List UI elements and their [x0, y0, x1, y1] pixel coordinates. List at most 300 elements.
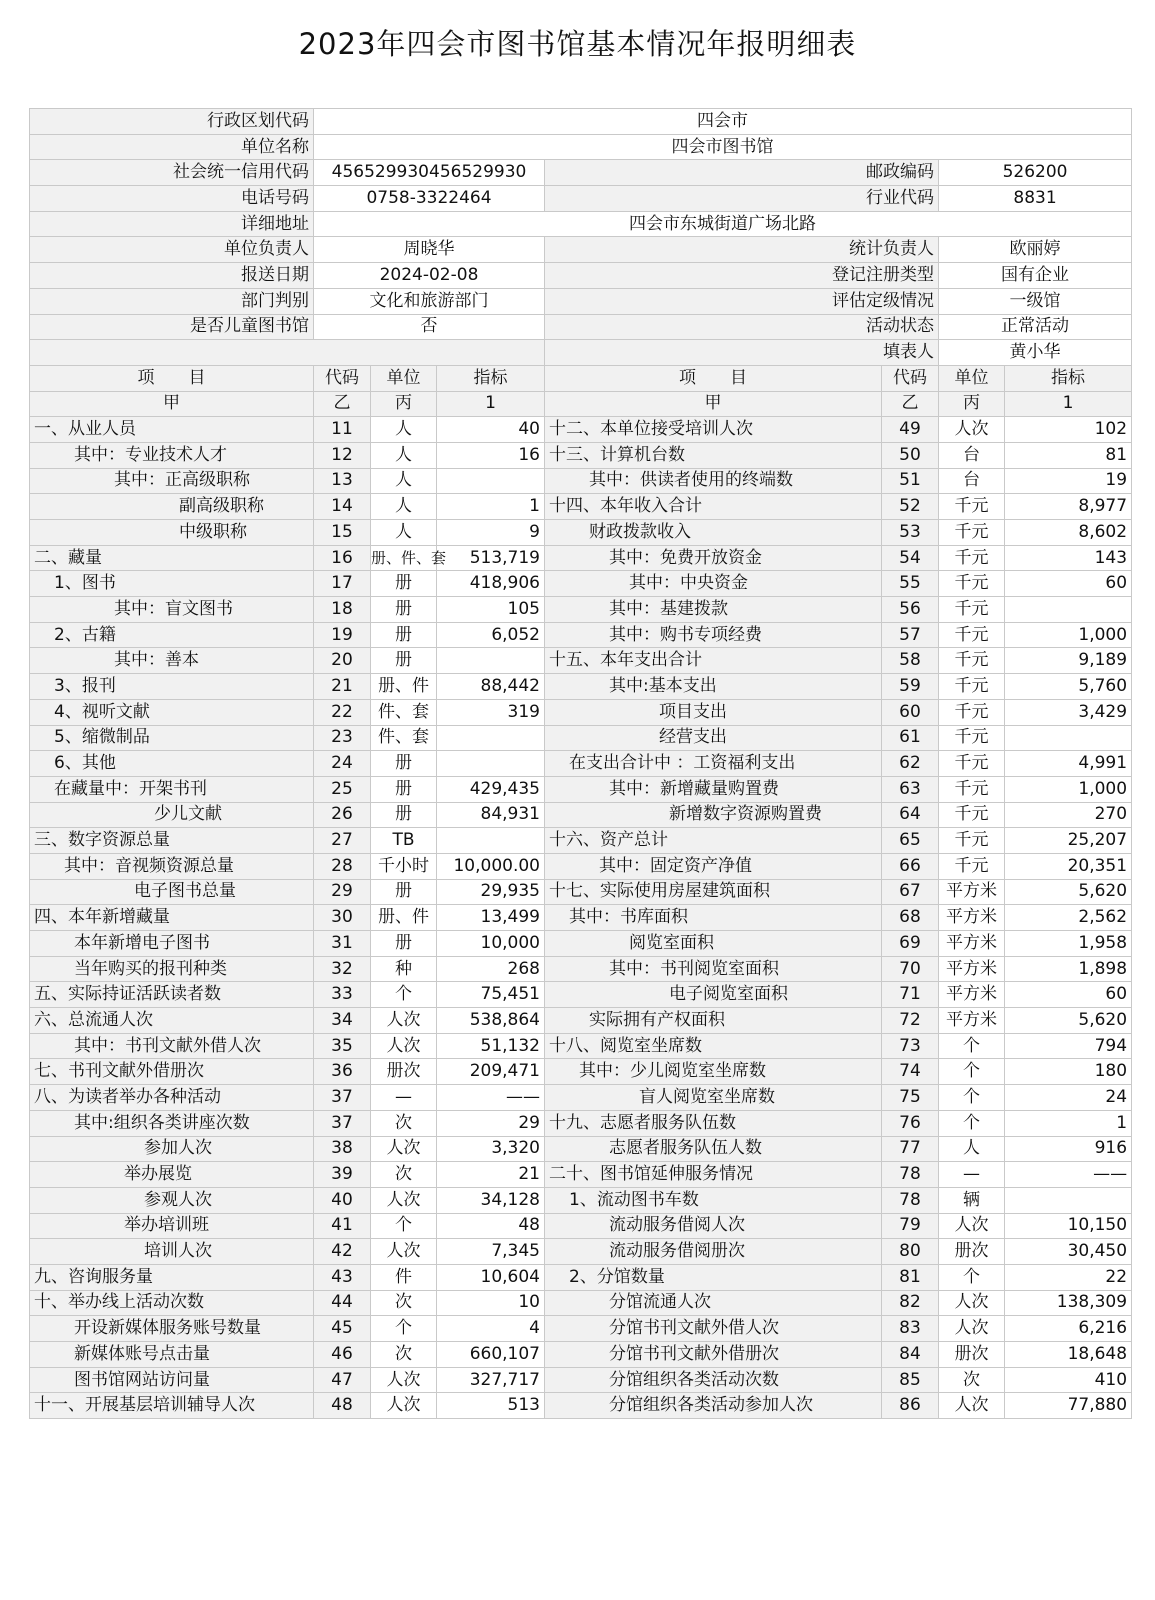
item-name-right: 在支出合计中 ：工资福利支出 [545, 751, 882, 777]
item-name-right: 十五、本年支出合计 [545, 648, 882, 674]
subheader-yi-left: 乙 [314, 391, 371, 417]
table-row [30, 699, 1132, 725]
item-name-right: 分馆组织各类活动次数 [545, 1367, 882, 1393]
item-unit-right: 千元 [939, 828, 1005, 854]
header-code-right: 代码 [882, 365, 939, 391]
item-unit-right: 千元 [939, 776, 1005, 802]
item-code-left: 40 [314, 1187, 371, 1213]
item-code-right: 84 [882, 1342, 939, 1368]
item-value-right: 24 [1005, 1085, 1132, 1111]
item-unit-left: 人次 [371, 1008, 437, 1034]
reg-type-label: 登记注册类型 [545, 263, 939, 289]
status-value: 正常活动 [939, 314, 1132, 340]
item-unit-right: 平方米 [939, 956, 1005, 982]
item-code-right: 86 [882, 1393, 939, 1419]
table-row [30, 1085, 1132, 1111]
item-value-right: 5,760 [1005, 674, 1132, 700]
item-value-right: 8,602 [1005, 520, 1132, 546]
item-code-right: 58 [882, 648, 939, 674]
item-code-right: 70 [882, 956, 939, 982]
item-code-right: 55 [882, 571, 939, 597]
item-name-right: 盲人阅览室坐席数 [545, 1085, 882, 1111]
item-name-right: 其中：购书专项经费 [545, 622, 882, 648]
item-name-left: 其中：专业技术人才 [30, 442, 314, 468]
item-code-left: 36 [314, 1059, 371, 1085]
item-unit-right: 个 [939, 1059, 1005, 1085]
unit-name-value: 四会市图书馆 [314, 134, 1132, 160]
item-code-left: 24 [314, 751, 371, 777]
subheader-yi-right: 乙 [882, 391, 939, 417]
item-name-left: 二、藏量 [30, 545, 314, 571]
item-name-left: 六、总流通人次 [30, 1008, 314, 1034]
item-code-left: 25 [314, 776, 371, 802]
item-value-left: 429,435 [437, 776, 545, 802]
item-code-left: 32 [314, 956, 371, 982]
item-name-right: 其中：书库面积 [545, 905, 882, 931]
date-value: 2024-02-08 [314, 263, 545, 289]
item-unit-right: 千元 [939, 622, 1005, 648]
item-code-left: 17 [314, 571, 371, 597]
table-row [30, 1316, 1132, 1342]
item-code-left: 41 [314, 1213, 371, 1239]
item-unit-right: 千元 [939, 853, 1005, 879]
header-item-right: 项 目 [545, 365, 882, 391]
item-value-right: 1,958 [1005, 931, 1132, 957]
item-value-right: 1,898 [1005, 956, 1132, 982]
item-unit-left: 册 [371, 648, 437, 674]
item-name-right: 其中:基本支出 [545, 674, 882, 700]
item-unit-left: 千小时 [371, 853, 437, 879]
item-code-left: 23 [314, 725, 371, 751]
filler-label: 填表人 [545, 340, 939, 366]
table-row [30, 853, 1132, 879]
item-unit-right: 个 [939, 1085, 1005, 1111]
item-value-right: 77,880 [1005, 1393, 1132, 1419]
item-value-right: 60 [1005, 571, 1132, 597]
item-value-left: 209,471 [437, 1059, 545, 1085]
item-name-right: 财政拨款收入 [545, 520, 882, 546]
table-row [30, 982, 1132, 1008]
item-value-left [437, 725, 545, 751]
table-row [30, 1136, 1132, 1162]
item-value-right: 794 [1005, 1033, 1132, 1059]
item-code-left: 12 [314, 442, 371, 468]
item-unit-right: 人 [939, 1136, 1005, 1162]
item-name-left: 参观人次 [30, 1187, 314, 1213]
table-row [30, 1187, 1132, 1213]
item-value-right: 1,000 [1005, 622, 1132, 648]
item-value-left: 1 [437, 494, 545, 520]
item-code-right: 61 [882, 725, 939, 751]
item-code-right: 73 [882, 1033, 939, 1059]
item-value-left: —— [437, 1085, 545, 1111]
table-row [30, 1162, 1132, 1188]
item-code-left: 45 [314, 1316, 371, 1342]
item-value-left: 88,442 [437, 674, 545, 700]
item-code-left: 16 [314, 545, 371, 571]
item-code-left: 48 [314, 1393, 371, 1419]
item-code-right: 49 [882, 417, 939, 443]
item-unit-left: — [371, 1085, 437, 1111]
item-code-left: 39 [314, 1162, 371, 1188]
item-value-left: 48 [437, 1213, 545, 1239]
table-row [30, 545, 1132, 571]
item-name-right: 分馆流通人次 [545, 1290, 882, 1316]
item-code-right: 67 [882, 879, 939, 905]
item-code-right: 78 [882, 1162, 939, 1188]
item-code-left: 30 [314, 905, 371, 931]
item-unit-left: 册 [371, 597, 437, 623]
item-code-right: 83 [882, 1316, 939, 1342]
item-unit-right: 千元 [939, 699, 1005, 725]
item-value-right: 410 [1005, 1367, 1132, 1393]
item-name-left: 5、缩微制品 [30, 725, 314, 751]
item-code-right: 76 [882, 1110, 939, 1136]
region-code-value: 四会市 [314, 109, 1132, 135]
item-unit-left: 次 [371, 1110, 437, 1136]
item-name-right: 二十、图书馆延伸服务情况 [545, 1162, 882, 1188]
item-unit-left: 册 [371, 931, 437, 957]
item-name-left: 四、本年新增藏量 [30, 905, 314, 931]
item-name-right: 经营支出 [545, 725, 882, 751]
address-value: 四会市东城街道广场北路 [314, 211, 1132, 237]
item-code-left: 47 [314, 1367, 371, 1393]
reg-type-value: 国有企业 [939, 263, 1132, 289]
item-value-left: 268 [437, 956, 545, 982]
item-unit-left: 种 [371, 956, 437, 982]
table-row [30, 1213, 1132, 1239]
item-code-right: 52 [882, 494, 939, 520]
item-code-right: 78 [882, 1187, 939, 1213]
item-unit-left: 人次 [371, 1136, 437, 1162]
item-name-left: 举办培训班 [30, 1213, 314, 1239]
item-code-left: 38 [314, 1136, 371, 1162]
table-row [30, 417, 1132, 443]
phone-value: 0758-3322464 [314, 186, 545, 212]
item-code-left: 20 [314, 648, 371, 674]
item-name-right: 其中：中央资金 [545, 571, 882, 597]
item-unit-left: 人 [371, 417, 437, 443]
table-row [30, 597, 1132, 623]
item-unit-left: 次 [371, 1342, 437, 1368]
subheader-one-right: 1 [1005, 391, 1132, 417]
item-name-right: 2、分馆数量 [545, 1264, 882, 1290]
item-code-right: 66 [882, 853, 939, 879]
item-value-right [1005, 1187, 1132, 1213]
item-code-right: 71 [882, 982, 939, 1008]
item-value-right: 102 [1005, 417, 1132, 443]
table-row [30, 905, 1132, 931]
item-code-left: 22 [314, 699, 371, 725]
item-value-left: 513 [437, 1393, 545, 1419]
item-name-left: 副高级职称 [30, 494, 314, 520]
item-code-right: 82 [882, 1290, 939, 1316]
item-name-left: 图书馆网站访问量 [30, 1367, 314, 1393]
item-name-left: 1、图书 [30, 571, 314, 597]
item-unit-right: 个 [939, 1110, 1005, 1136]
item-code-left: 37 [314, 1110, 371, 1136]
table-row [30, 1008, 1132, 1034]
item-code-left: 37 [314, 1085, 371, 1111]
item-name-left: 少儿文献 [30, 802, 314, 828]
header-indicator-right: 指标 [1005, 365, 1132, 391]
item-name-left: 新媒体账号点击量 [30, 1342, 314, 1368]
item-unit-right: 平方米 [939, 879, 1005, 905]
item-value-right: 10,150 [1005, 1213, 1132, 1239]
table-row [30, 468, 1132, 494]
item-value-left: 10,000 [437, 931, 545, 957]
item-value-right: 5,620 [1005, 879, 1132, 905]
table-row [30, 1239, 1132, 1265]
item-unit-right: 千元 [939, 751, 1005, 777]
item-unit-left: 人 [371, 520, 437, 546]
item-code-left: 46 [314, 1342, 371, 1368]
item-name-right: 其中：固定资产净值 [545, 853, 882, 879]
item-name-left: 五、实际持证活跃读者数 [30, 982, 314, 1008]
item-unit-left: 个 [371, 982, 437, 1008]
item-name-right: 其中：少儿阅览室坐席数 [545, 1059, 882, 1085]
item-unit-left: 个 [371, 1213, 437, 1239]
table-row [30, 622, 1132, 648]
item-name-left: 一、从业人员 [30, 417, 314, 443]
subheader-jia-right: 甲 [545, 391, 882, 417]
item-name-right: 志愿者服务队伍人数 [545, 1136, 882, 1162]
item-unit-left: 件、套 [371, 725, 437, 751]
item-name-right: 电子阅览室面积 [545, 982, 882, 1008]
item-name-left: 6、其他 [30, 751, 314, 777]
item-code-right: 81 [882, 1264, 939, 1290]
item-unit-left: 册、件、套 [371, 545, 437, 571]
item-value-right: 20,351 [1005, 853, 1132, 879]
item-value-right: 60 [1005, 982, 1132, 1008]
header-indicator-left: 指标 [437, 365, 545, 391]
item-name-left: 七、书刊文献外借册次 [30, 1059, 314, 1085]
item-name-left: 本年新增电子图书 [30, 931, 314, 957]
address-label: 详细地址 [30, 211, 314, 237]
item-unit-right: 台 [939, 468, 1005, 494]
item-unit-right: 辆 [939, 1187, 1005, 1213]
item-value-right: 180 [1005, 1059, 1132, 1085]
table-row [30, 802, 1132, 828]
credit-code-value: 456529930456529930 [314, 160, 545, 186]
subheader-bing-left: 丙 [371, 391, 437, 417]
item-name-right: 实际拥有产权面积 [545, 1008, 882, 1034]
item-code-right: 54 [882, 545, 939, 571]
dept-value: 文化和旅游部门 [314, 288, 545, 314]
item-value-left: 319 [437, 699, 545, 725]
item-name-right: 流动服务借阅册次 [545, 1239, 882, 1265]
item-unit-right: 千元 [939, 597, 1005, 623]
item-code-left: 29 [314, 879, 371, 905]
item-value-left: 7,345 [437, 1239, 545, 1265]
item-name-left: 培训人次 [30, 1239, 314, 1265]
status-label: 活动状态 [545, 314, 939, 340]
item-name-right: 分馆组织各类活动参加人次 [545, 1393, 882, 1419]
item-value-right: 3,429 [1005, 699, 1132, 725]
item-name-left: 十一、开展基层培训辅导人次 [30, 1393, 314, 1419]
table-row [30, 1110, 1132, 1136]
item-unit-left: 人次 [371, 1033, 437, 1059]
item-code-right: 57 [882, 622, 939, 648]
item-unit-right: 次 [939, 1367, 1005, 1393]
item-name-left: 其中：书刊文献外借人次 [30, 1033, 314, 1059]
subheader-one-left: 1 [437, 391, 545, 417]
item-value-left: 51,132 [437, 1033, 545, 1059]
item-code-right: 85 [882, 1367, 939, 1393]
filler-value: 黄小华 [939, 340, 1132, 366]
item-unit-right: 人次 [939, 1393, 1005, 1419]
item-name-right: 其中：新增藏量购置费 [545, 776, 882, 802]
item-code-right: 68 [882, 905, 939, 931]
stat-head-label: 统计负责人 [545, 237, 939, 263]
item-unit-right: 千元 [939, 648, 1005, 674]
item-value-left: 40 [437, 417, 545, 443]
table-row [30, 879, 1132, 905]
item-name-left: 三、数字资源总量 [30, 828, 314, 854]
table-row [30, 931, 1132, 957]
item-value-left: 4 [437, 1316, 545, 1342]
item-value-left: 10,604 [437, 1264, 545, 1290]
item-name-left: 2、古籍 [30, 622, 314, 648]
item-value-left: 105 [437, 597, 545, 623]
item-unit-right: 千元 [939, 571, 1005, 597]
subheader-jia-left: 甲 [30, 391, 314, 417]
date-label: 报送日期 [30, 263, 314, 289]
item-code-left: 31 [314, 931, 371, 957]
item-name-right: 项目支出 [545, 699, 882, 725]
table-row [30, 1264, 1132, 1290]
item-value-right: 5,620 [1005, 1008, 1132, 1034]
item-value-right: 18,648 [1005, 1342, 1132, 1368]
item-value-right: 19 [1005, 468, 1132, 494]
item-code-left: 28 [314, 853, 371, 879]
item-unit-right: — [939, 1162, 1005, 1188]
item-code-left: 35 [314, 1033, 371, 1059]
item-unit-right: 个 [939, 1033, 1005, 1059]
item-name-right: 流动服务借阅人次 [545, 1213, 882, 1239]
item-unit-left: 册 [371, 571, 437, 597]
item-value-right: 1,000 [1005, 776, 1132, 802]
item-code-right: 56 [882, 597, 939, 623]
item-unit-left: 个 [371, 1316, 437, 1342]
item-unit-left: 册、件 [371, 674, 437, 700]
item-value-left: 513,719 [437, 545, 545, 571]
item-code-right: 77 [882, 1136, 939, 1162]
item-code-left: 13 [314, 468, 371, 494]
item-name-left: 当年购买的报刊种类 [30, 956, 314, 982]
item-unit-left: 册次 [371, 1059, 437, 1085]
item-name-right: 十二、本单位接受培训人次 [545, 417, 882, 443]
header-unit-left: 单位 [371, 365, 437, 391]
item-value-right [1005, 597, 1132, 623]
item-name-left: 其中：音视频资源总量 [30, 853, 314, 879]
item-code-left: 42 [314, 1239, 371, 1265]
item-code-right: 65 [882, 828, 939, 854]
item-unit-left: 册 [371, 879, 437, 905]
item-name-left: 九、咨询服务量 [30, 1264, 314, 1290]
item-code-left: 26 [314, 802, 371, 828]
header-code-left: 代码 [314, 365, 371, 391]
item-value-left [437, 828, 545, 854]
item-name-left: 举办展览 [30, 1162, 314, 1188]
item-value-right: 138,309 [1005, 1290, 1132, 1316]
credit-code-label: 社会统一信用代码 [30, 160, 314, 186]
item-unit-right: 平方米 [939, 905, 1005, 931]
item-code-right: 63 [882, 776, 939, 802]
item-unit-right: 册次 [939, 1342, 1005, 1368]
header-item-left: 项 目 [30, 365, 314, 391]
item-unit-left: 册 [371, 776, 437, 802]
report-table [29, 108, 1132, 1419]
item-name-left: 其中：正高级职称 [30, 468, 314, 494]
item-unit-left: 人次 [371, 1187, 437, 1213]
item-code-right: 62 [882, 751, 939, 777]
item-code-right: 64 [882, 802, 939, 828]
item-value-right: 8,977 [1005, 494, 1132, 520]
item-name-right: 1、流动图书车数 [545, 1187, 882, 1213]
unit-name-label: 单位名称 [30, 134, 314, 160]
item-value-left: 29 [437, 1110, 545, 1136]
table-row [30, 1059, 1132, 1085]
item-code-right: 50 [882, 442, 939, 468]
table-row [30, 828, 1132, 854]
item-value-right: 4,991 [1005, 751, 1132, 777]
item-value-right: 2,562 [1005, 905, 1132, 931]
item-value-right: 81 [1005, 442, 1132, 468]
item-value-left: 21 [437, 1162, 545, 1188]
item-value-right: 143 [1005, 545, 1132, 571]
item-unit-right: 千元 [939, 802, 1005, 828]
item-name-left: 在藏量中：开架书刊 [30, 776, 314, 802]
table-row [30, 1367, 1132, 1393]
table-row [30, 751, 1132, 777]
report-title: 2023年四会市图书馆基本情况年报明细表 [298, 27, 857, 61]
item-code-left: 43 [314, 1264, 371, 1290]
item-code-left: 19 [314, 622, 371, 648]
item-unit-left: 人 [371, 442, 437, 468]
item-code-left: 15 [314, 520, 371, 546]
item-value-right: 25,207 [1005, 828, 1132, 854]
item-value-left [437, 468, 545, 494]
item-unit-right: 千元 [939, 545, 1005, 571]
item-code-left: 34 [314, 1008, 371, 1034]
item-value-left: 16 [437, 442, 545, 468]
item-value-left [437, 751, 545, 777]
item-name-right: 十八、阅览室坐席数 [545, 1033, 882, 1059]
item-code-right: 79 [882, 1213, 939, 1239]
item-value-left: 538,864 [437, 1008, 545, 1034]
item-code-left: 33 [314, 982, 371, 1008]
item-code-right: 74 [882, 1059, 939, 1085]
item-name-left: 开设新媒体服务账号数量 [30, 1316, 314, 1342]
table-row [30, 1033, 1132, 1059]
item-code-left: 44 [314, 1290, 371, 1316]
head-value: 周晓华 [314, 237, 545, 263]
item-unit-left: 册、件 [371, 905, 437, 931]
item-code-left: 14 [314, 494, 371, 520]
item-name-right: 其中：基建拨款 [545, 597, 882, 623]
phone-label: 电话号码 [30, 186, 314, 212]
item-name-right: 十九、志愿者服务队伍数 [545, 1110, 882, 1136]
item-name-right: 新增数字资源购置费 [545, 802, 882, 828]
item-code-left: 21 [314, 674, 371, 700]
item-unit-left: 件 [371, 1264, 437, 1290]
dept-label: 部门判别 [30, 288, 314, 314]
item-code-right: 53 [882, 520, 939, 546]
item-unit-left: 册 [371, 622, 437, 648]
item-name-left: 参加人次 [30, 1136, 314, 1162]
table-row [30, 1290, 1132, 1316]
